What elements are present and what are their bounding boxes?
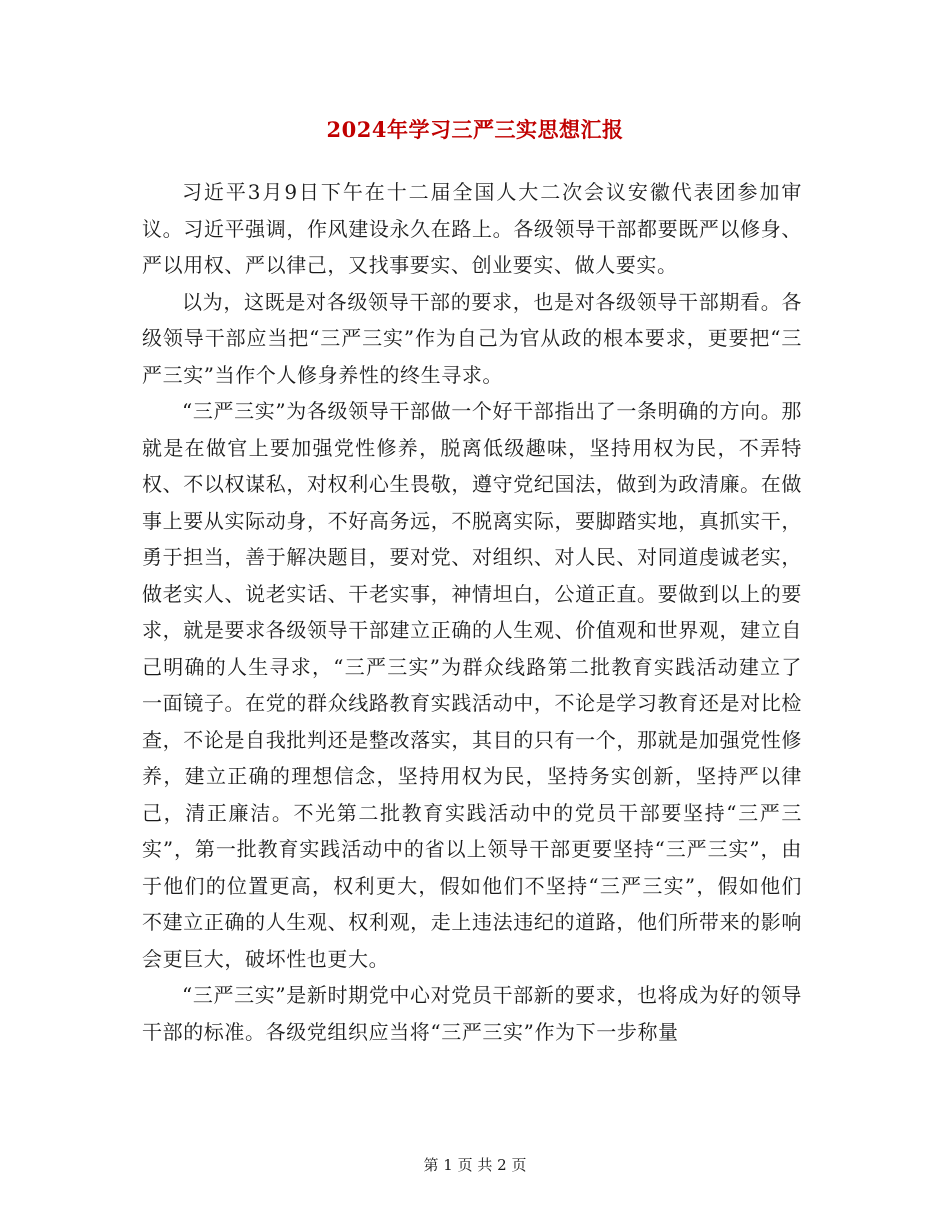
document-body bbox=[142, 174, 802, 1050]
document-title: 2024年学习三严三实思想汇报 bbox=[326, 117, 624, 142]
paragraph: “三严三实”是新时期党中心对党员干部新的要求，也将成为好的领导干部的标准。各级党组织应当将“三严三实”作为下一步称量 bbox=[142, 983, 802, 1044]
page-number: 第 1 页 共 2 页 bbox=[423, 1156, 527, 1174]
paragraph: 以为，这既是对各级领导干部的要求，也是对各级领导干部期看。各级领导干部应当把“三严三实”作为自己为官从政的根本要求，更要把“三严三实”当作个人修身养性的终生寻求。 bbox=[142, 289, 802, 387]
paragraph: 习近平3月9日下午在十二届全国人大二次会议安徽代表团参加审议。习近平强调，作风建设永久在路上。各级领导干部都要既严以修身、严以用权、严以律己，又找事要实、创业要实、做人要实。 bbox=[142, 180, 802, 277]
paragraph: “三严三实”为各级领导干部做一个好干部指出了一条明确的方向。那就是在做官上要加强党性修养，脱离低级趣味，坚持用权为民，不弄特权、不以权谋私，对权利心生畏敬，遵守党纪国法，做到为政清廉。在做事上要从实际动身，不好高务远，不脱离实际，要脚踏实地，真抓实干，勇于担当，善于解决题目，要对党、对组织、对人民、对同道虔诚老实，做老实人、说老实话、干老实事，神情坦白，公道正直。要做到以上的要求，就是要求各级领导干部建立正确的人生观、价值观和世界观，建立自己明确的人生寻求，“三严三实”为群众线路第二批教育实践活动建立了一面镜子。在党的群众线路教育实践活动中，不论是学习教育还是对比检查，不论是自我批判还是整改落实，其目的只有一个，那就是加强党性修养，建立正确的理想信念，坚持用权为民，坚持务实创新，坚持严以律己，清正廉洁。不光第二批教育实践活动中的党员干部要坚持“三严三实”，第一批教育实践活动中的省以上领导干部更要坚持“三严三实”，由于他们的位置更高，权利更大，假如他们不坚持“三严三实”，假如他们不建立正确的人生观、权利观，走上违法违纪的道路，他们所带来的影响会更巨大，破坏性也更大。 bbox=[142, 399, 802, 971]
